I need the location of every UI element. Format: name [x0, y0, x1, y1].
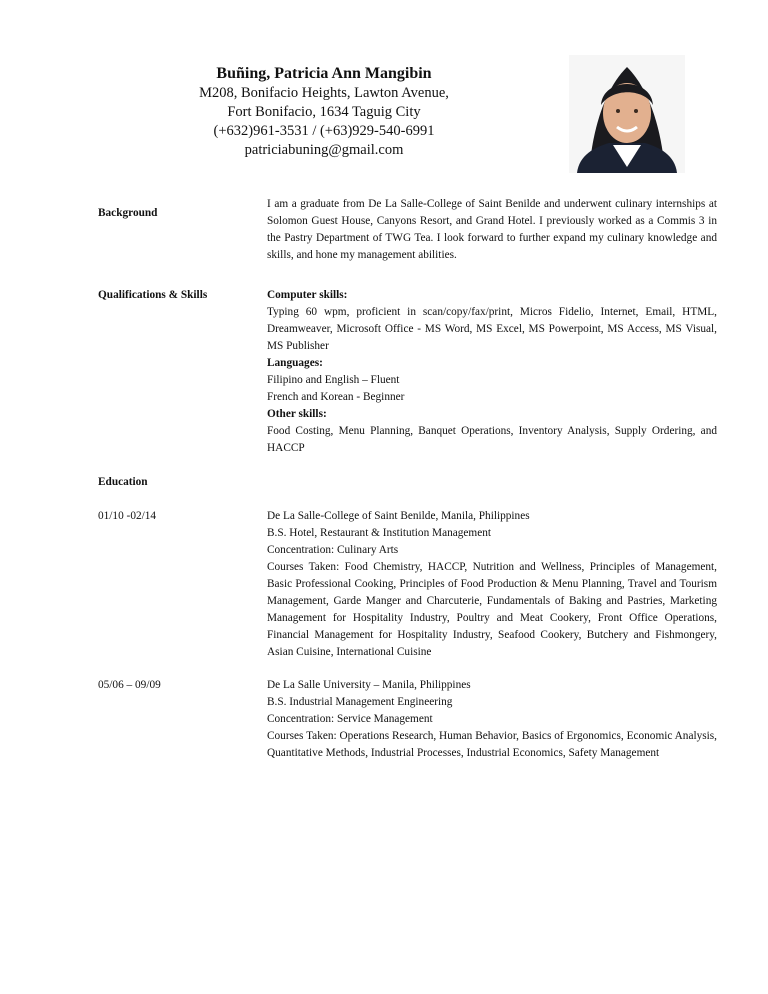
address-line-2: Fort Bonifacio, 1634 Taguig City — [227, 104, 421, 120]
profile-photo — [569, 55, 685, 173]
languages-heading: Languages: — [267, 357, 323, 369]
school-name: De La Salle-College of Saint Benilde, Manila, Philippines — [267, 510, 530, 522]
computer-skills-text: Typing 60 wpm, proficient in scan/copy/fax/print, Micros Fidelio, Internet, Email, HTML, Dreamweaver, Microsoft Office - MS Word, MS Excel, MS Powerpoint, MS Access, MS Visual, MS Publisher — [267, 306, 717, 352]
resume-header — [190, 64, 458, 160]
concentration: Concentration: Culinary Arts — [267, 544, 399, 556]
portrait-image — [569, 55, 685, 173]
education-details — [267, 677, 717, 762]
language-item: Filipino and English – Fluent — [267, 374, 400, 386]
candidate-name: Buñing, Patricia Ann Mangibin — [216, 65, 432, 82]
degree: B.S. Industrial Management Engineering — [267, 696, 453, 708]
education-details — [267, 508, 717, 661]
language-item: French and Korean - Beginner — [267, 391, 405, 403]
school-name: De La Salle University – Manila, Philippines — [267, 679, 471, 691]
section-label-background: Background — [98, 207, 158, 219]
courses-taken: Courses Taken: Operations Research, Human Behavior, Basics of Ergonomics, Economic Analysis, Quantitative Methods, Industrial Processes, Industrial Economics, Safety Management — [267, 730, 717, 759]
section-label-education: Education — [98, 476, 148, 488]
other-skills-heading: Other skills: — [267, 408, 327, 420]
concentration: Concentration: Service Management — [267, 713, 433, 725]
background-text: I am a graduate from De La Salle-College of Saint Benilde and underwent culinary internships at Solomon Guest House, Canyons Resort, and Grand Hotel. I previously worked as a Commis 3 in the Pastry Department of TWG Tea. I look forward to further expand my culinary knowledge and skills, and hone my management abilities. — [267, 198, 717, 261]
phone-numbers: (+632)961-3531 / (+63)929-540-6991 — [213, 123, 435, 139]
address-line-1: M208, Bonifacio Heights, Lawton Avenue, — [199, 85, 449, 101]
computer-skills-heading: Computer skills: — [267, 289, 348, 301]
qualifications-content — [267, 287, 717, 457]
education-dates: 01/10 -02/14 — [98, 510, 157, 522]
courses-taken: Courses Taken: Food Chemistry, HACCP, Nutrition and Wellness, Principles of Management, Basic Professional Cooking, Principles of Food Production & Menu Planning, Travel and Tourism Management, Garde Manger and Charcuterie, Fundamentals of Baking and Pastries, Marketing Management for Hospitality Industry, Poultry and Meat Cookery, Front Office Operations, Financial Management for Hospitality Industry, Seafood Cookery, Butchery and Fishmongery, Asian Cuisine, International Cuisine — [267, 561, 717, 658]
other-skills-text: Food Costing, Menu Planning, Banquet Operations, Inventory Analysis, Supply Ordering, and HACCP — [267, 425, 717, 454]
email-address: patriciabuning@gmail.com — [244, 142, 404, 158]
education-dates: 05/06 – 09/09 — [98, 679, 161, 691]
section-label-qualifications: Qualifications & Skills — [98, 289, 208, 301]
degree: B.S. Hotel, Restaurant & Institution Management — [267, 527, 492, 539]
